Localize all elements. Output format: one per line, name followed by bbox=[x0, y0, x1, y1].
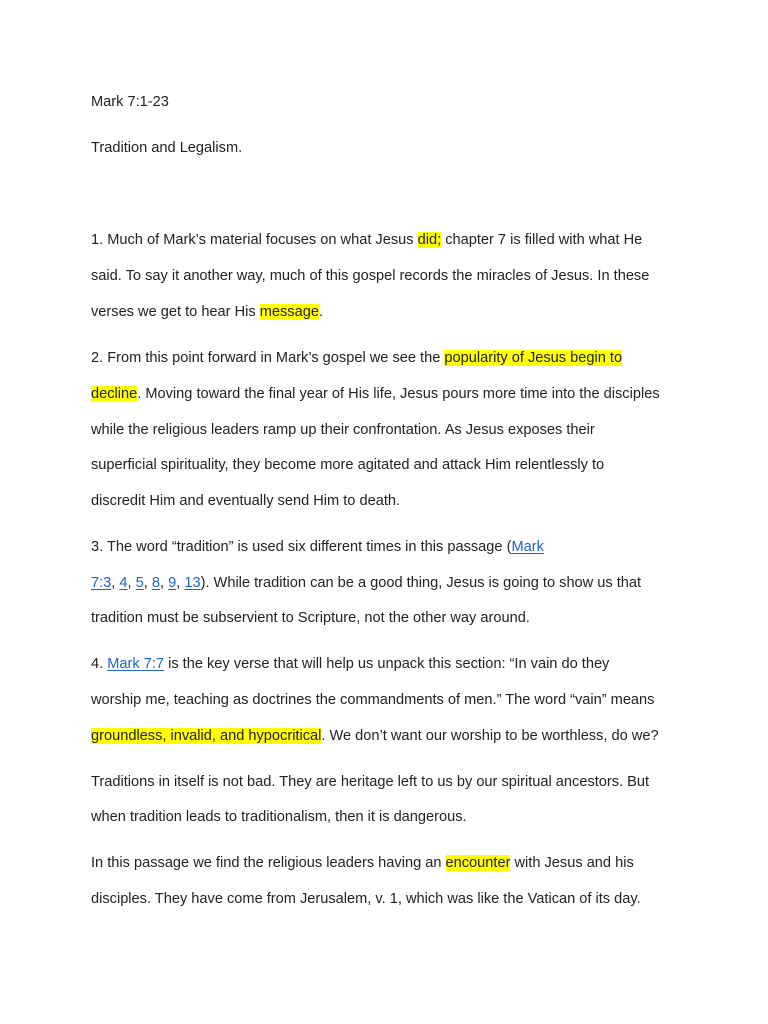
paragraph-2-line-1 bbox=[91, 348, 728, 368]
paragraph-1-line-2: said. To say it another way, much of this gospel records the miracles of Jesus. In these bbox=[91, 268, 650, 284]
paragraph-1-line-1 bbox=[91, 230, 728, 250]
text: . bbox=[318, 304, 323, 320]
paragraph-3-line-1 bbox=[91, 537, 728, 557]
text: 2. From this point forward in Mark’s gospel we see the bbox=[91, 350, 445, 366]
highlighted-text: did; bbox=[417, 232, 442, 248]
text: 3. The word “tradition” is used six different times in this passage ( bbox=[91, 539, 512, 555]
paragraph-3-line-2 bbox=[91, 573, 728, 593]
scripture-link[interactable]: 5 bbox=[135, 575, 144, 591]
scripture-link[interactable]: 4 bbox=[119, 575, 128, 591]
paragraph-6-line-1 bbox=[91, 853, 728, 873]
scripture-link[interactable]: 9 bbox=[168, 575, 177, 591]
highlighted-text: groundless, invalid, and hypocritical bbox=[91, 728, 322, 744]
separator: , bbox=[111, 575, 120, 591]
text: In this passage we find the religious leaders having an bbox=[91, 855, 446, 871]
text: 1. Much of Mark’s material focuses on what Jesus bbox=[91, 232, 418, 248]
paragraph-5-line-1: Traditions in itself is not bad. They are heritage left to us by our spiritual ancestors. But bbox=[91, 774, 650, 790]
scripture-link[interactable]: 7:3 bbox=[91, 575, 112, 591]
scripture-link[interactable]: 8 bbox=[151, 575, 160, 591]
text: chapter 7 is filled with what He bbox=[441, 232, 643, 248]
scripture-link[interactable]: Mark bbox=[511, 539, 544, 555]
separator: , bbox=[160, 575, 169, 591]
paragraph-5-line-2: when tradition leads to traditionalism, then it is dangerous. bbox=[91, 809, 467, 825]
paragraph-3-line-3: tradition must be subservient to Scripture, not the other way around. bbox=[91, 610, 530, 626]
highlighted-text: popularity of Jesus begin to bbox=[444, 350, 623, 366]
paragraph-4-line-2: worship me, teaching as doctrines the commandments of men.” The word “vain” means bbox=[91, 692, 655, 708]
paragraph-1-line-3 bbox=[91, 302, 728, 322]
paragraph-6-line-2: disciples. They have come from Jerusalem, v. 1, which was like the Vatican of its day. bbox=[91, 891, 641, 907]
highlighted-text: message bbox=[259, 304, 319, 320]
separator: , bbox=[127, 575, 136, 591]
text: 4. bbox=[91, 656, 108, 672]
separator: , bbox=[176, 575, 185, 591]
highlighted-text: decline bbox=[91, 386, 138, 402]
text: with Jesus and his bbox=[510, 855, 634, 871]
text: . Moving toward the final year of His life, Jesus pours more time into the disciples bbox=[137, 386, 660, 402]
paragraph-4-line-3 bbox=[91, 726, 728, 746]
text: is the key verse that will help us unpack this section: “In vain do they bbox=[164, 656, 610, 672]
document-title: Mark 7:1-23 bbox=[91, 94, 169, 110]
paragraph-2-line-3: while the religious leaders ramp up their confrontation. As Jesus exposes their bbox=[91, 422, 595, 438]
paragraph-2-line-4: superficial spirituality, they become more agitated and attack Him relentlessly to bbox=[91, 457, 605, 473]
document-subtitle: Tradition and Legalism. bbox=[91, 140, 243, 156]
text: . We don’t want our worship to be worthless, do we? bbox=[321, 728, 659, 744]
text: verses we get to hear His bbox=[91, 304, 260, 320]
separator: , bbox=[143, 575, 152, 591]
paragraph-2-line-5: discredit Him and eventually send Him to death. bbox=[91, 493, 401, 509]
paragraph-2-line-2 bbox=[91, 384, 728, 404]
scripture-link[interactable]: 13 bbox=[184, 575, 201, 591]
scripture-link[interactable]: Mark 7:7 bbox=[107, 656, 165, 672]
paragraph-4-line-1 bbox=[91, 654, 728, 674]
text: ). While tradition can be a good thing, Jesus is going to show us that bbox=[200, 575, 642, 591]
highlighted-text: encounter bbox=[445, 855, 511, 871]
